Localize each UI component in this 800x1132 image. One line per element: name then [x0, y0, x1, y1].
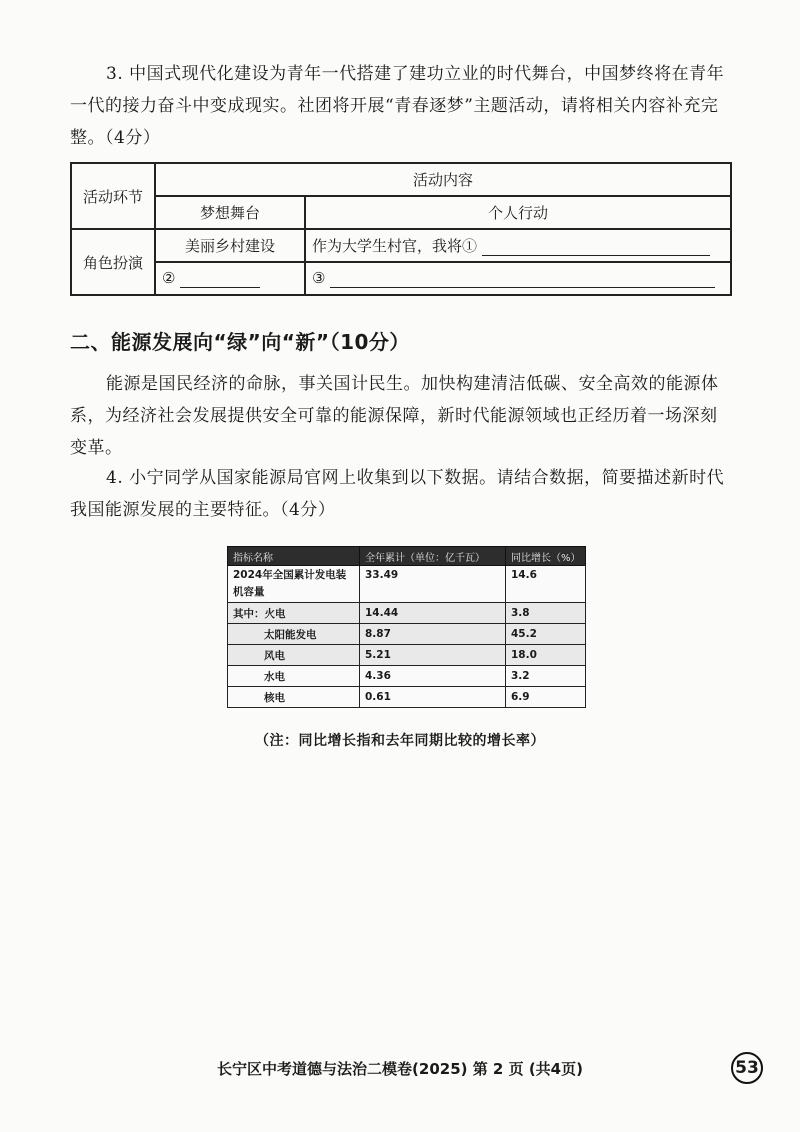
- row-total: 4.36: [360, 666, 506, 687]
- row-growth: 14.6: [506, 566, 586, 603]
- cell-action-1: [305, 229, 731, 262]
- question-4-text: 4. 小宁同学从国家能源局官网上收集到以下数据。请结合数据，简要描述新时代我国能源发展的主要特征。（4分）: [70, 468, 725, 520]
- blank-2-label: ②: [162, 269, 176, 288]
- row-name: 太阳能发电: [228, 624, 360, 645]
- activity-table: [70, 162, 732, 296]
- blank-3-label: ③: [312, 269, 326, 288]
- answer-blank-3[interactable]: [330, 271, 715, 288]
- row-total: 8.87: [360, 624, 506, 645]
- header-dream-stage: 梦想舞台: [155, 196, 305, 229]
- table-note: （注：同比增长指和去年同期比较的增长率）: [255, 733, 545, 749]
- row-total: 5.21: [360, 645, 506, 666]
- header-personal-action: 个人行动: [305, 196, 731, 229]
- cell-stage-2: [155, 262, 305, 295]
- row-total: 0.61: [360, 687, 506, 708]
- page-badge: 53: [731, 1052, 763, 1084]
- answer-blank-1[interactable]: [482, 239, 710, 256]
- cell-rural-construction: 美丽乡村建设: [155, 229, 305, 262]
- row-growth: 18.0: [506, 645, 586, 666]
- section-2-heading: 二、能源发展向“绿”向“新”（10分）: [70, 330, 410, 354]
- col-indicator: 指标名称: [228, 547, 360, 566]
- row-growth: 6.9: [506, 687, 586, 708]
- page-footer: 长宁区中考道德与法治二模卷(2025) 第 2 页 (共4页): [217, 1060, 583, 1078]
- energy-data-table: [227, 546, 586, 708]
- question-3-text: 3. 中国式现代化建设为青年一代搭建了建功立业的时代舞台，中国梦终将在青年一代的接力奋斗中变成现实。社团将开展“青春逐梦”主题活动，请将相关内容补充完整。（4分）: [70, 64, 725, 148]
- row-name: 2024年全国累计发电装机容量: [228, 566, 360, 603]
- answer-blank-2[interactable]: [180, 271, 260, 288]
- col-yoy-growth: 同比增长（%）: [506, 547, 586, 566]
- cell-action-3: [305, 262, 731, 295]
- section-2-intro: 能源是国民经济的命脉，事关国计民生。加快构建清洁低碳、安全高效的能源体系，为经济社会发展提供安全可靠的能源保障，新时代能源领域也正经历着一场深刻变革。: [70, 374, 719, 458]
- row-name: 核电: [228, 687, 360, 708]
- header-content: 活动内容: [155, 163, 731, 196]
- row-name: 其中：火电: [228, 603, 360, 624]
- row-total: 14.44: [360, 603, 506, 624]
- row-name: 风电: [228, 645, 360, 666]
- row-growth: 3.8: [506, 603, 586, 624]
- row-growth: 3.2: [506, 666, 586, 687]
- row-name: 水电: [228, 666, 360, 687]
- row-growth: 45.2: [506, 624, 586, 645]
- action-1-label: 作为大学生村官，我将①: [312, 237, 478, 255]
- row-total: 33.49: [360, 566, 506, 603]
- header-stage: 活动环节: [71, 163, 155, 229]
- col-annual-total: 全年累计（单位：亿千瓦）: [360, 547, 506, 566]
- row-role-play: 角色扮演: [71, 229, 155, 295]
